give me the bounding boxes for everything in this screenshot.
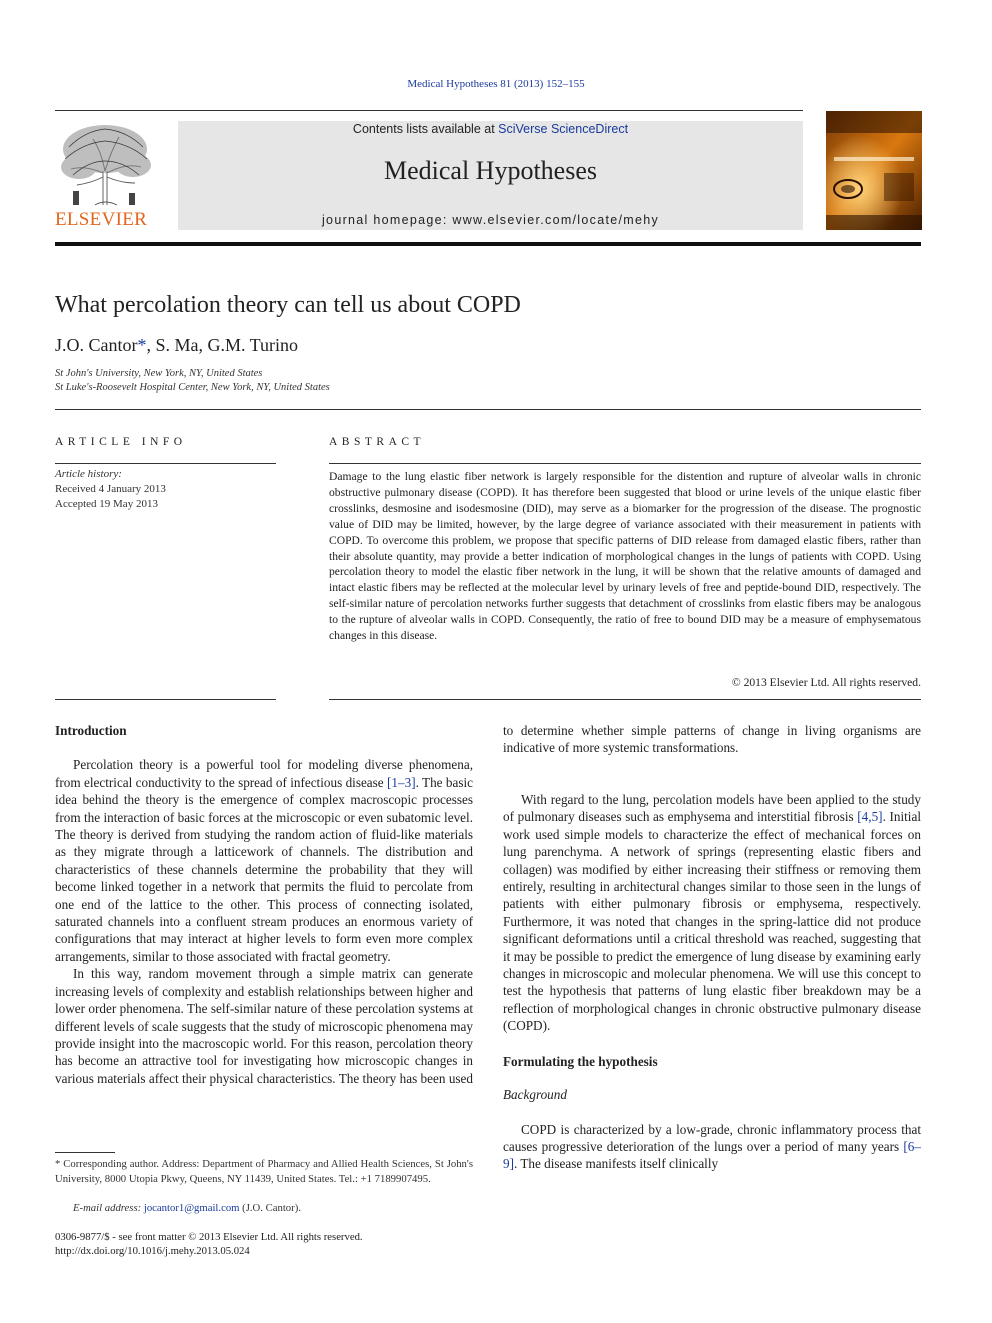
intro-paragraph-2-continued (503, 722, 921, 791)
ref-link-1-3[interactable]: [1–3] (387, 774, 416, 790)
header-thick-rule (55, 242, 921, 246)
journal-cover-image (826, 111, 922, 230)
issn-line: 0306-9877/$ - see front matter © 2013 Elsevier Ltd. All rights reserved. (55, 1231, 363, 1243)
corresponding-author-footnote: * Corresponding author. Address: Department of Pharmacy and Allied Health Sciences, St John's University, 8000 Utopia Pkwy, Queens, NY 11439, United States. Tel.: +1 7189907495. (55, 1158, 473, 1185)
doi-link[interactable]: http://dx.doi.org/10.1016/j.mehy.2013.05.024 (55, 1245, 250, 1257)
abstract-heading: ABSTRACT (329, 436, 426, 448)
sciencedirect-link[interactable]: SciVerse ScienceDirect (498, 122, 629, 136)
accepted-date: Accepted 19 May 2013 (55, 498, 158, 510)
hypothesis-heading: Formulating the hypothesis (503, 1053, 658, 1069)
affiliation-2: St Luke's-Roosevelt Hospital Center, New York, NY, United States (55, 382, 330, 393)
article-info-rule (55, 463, 276, 464)
elsevier-wordmark: ELSEVIER (55, 209, 148, 230)
intro-p1-text-b: . The basic idea behind the theory is the emergence of complex macroscopic processes from the interaction of basic forces at the microscopic or even subatomic level. The theory is derived from studying the random action of fluid-like materials as they migrate through a latticework of channels. The distribution and characteristics of these channels determine the probability that they will become linked together in a network that permits the fluid to percolate from one end of the lattice to the other. This process of connecting isolated, saturated channels into a confluent stream produces an enormous variety of configurations that may interact at higher levels to form even more complex arrangements, similar to those associated with fractal geometry. (55, 774, 473, 964)
background-p1-text-a: COPD is characterized by a low-grade, chronic inflammatory process that causes progressive deterioration of the lungs over a period of many years (503, 1121, 921, 1154)
intro-paragraph-3 (503, 791, 921, 1035)
intro-paragraph-1 (55, 756, 473, 965)
email-suffix: (J.O. Cantor). (239, 1202, 301, 1214)
intro-paragraph-2: In this way, random movement through a simple matrix can generate increasing levels of complexity and establish relationships between higher and lower order phenomena. The self-similar nature of these percolation systems at different levels of scale suggests that the study of microscopic phenomena may provide insight into the macroscopic world. For this reason, percolation theory has become an attractive tool for investigating how microscopic changes in various materials affect their physical characteristics. The theory has been used (55, 966, 473, 1086)
body-left-column (55, 722, 473, 1087)
article-history-label: Article history: (55, 468, 122, 480)
journal-homepage[interactable]: journal homepage: www.elsevier.com/locate/mehy (321, 213, 660, 227)
email-footnote (73, 1201, 473, 1216)
author-rest: , S. Ma, G.M. Turino (146, 335, 299, 355)
abstract-bottom-rule (329, 699, 921, 700)
footnote-separator (55, 1152, 115, 1153)
background-p1-text-b: . The disease manifests itself clinically (514, 1156, 719, 1172)
abstract-text: Damage to the lung elastic fiber network is largely responsible for the distention and rupture of alveolar walls in chronic obstructive pulmonary disease (COPD). It has therefore been suggested that blood or urine levels of the unique elastic fiber crosslinks, desmosine and isodesmosine (DID), may serve as a biomarker for the progression of the disease. The prognostic value of DID may be limited, however, by the large degree of variance associated with their measurement in patients with COPD. To overcome this problem, we propose that specific patterns of DID release from damaged elastic fibers, rather than their absolute quantity, may provide a better indication of morphological changes in the lungs of patients with COPD. Using percolation theory to model the elastic fiber network in the lung, it will be shown that the relative amounts of damaged and intact elastic fibers may be reflected at the molecular level by urinary levels of free and peptide-bound DID, respectively. The self-similar nature of percolation networks further suggests that detachment of crosslinks from elastic fibers may be analogous to the rupture of alveolar walls in COPD. Consequently, the ratio of free to bound DID may be a measure of emphysematous changes in this disease. (329, 470, 921, 643)
introduction-heading: Introduction (55, 723, 127, 738)
article-info-heading: ARTICLE INFO (55, 436, 187, 448)
article-info-bottom-rule (55, 699, 276, 700)
journal-name: Medical Hypotheses (383, 156, 597, 185)
intro-p1-text-a: Percolation theory is a powerful tool for modeling diverse phenomena, from electrical conductivity to the spread of infectious disease (55, 757, 473, 790)
ref-link-4-5[interactable]: [4,5] (857, 809, 883, 825)
abstract-rule (329, 463, 921, 464)
article-title: What percolation theory can tell us about COPD (55, 292, 521, 318)
journal-citation[interactable]: Medical Hypotheses 81 (2013) 152–155 (407, 78, 585, 90)
received-date: Received 4 January 2013 (55, 483, 166, 495)
intro-p3-text-a: With regard to the lung, percolation models have been applied to the study of pulmonary diseases such as emphysema and interstitial fibrosis (503, 792, 921, 825)
intro-p3-text-b: . Initial work used simple models to characterize the effect of mechanical forces on lung parenchyma. A network of springs (representing elastic fibers and collagen) was modified by either increasing their stiffness or removing them entirely, resulting in architectural changes similar to those seen in the lungs of patients with either pulmonary fibrosis or emphysema, respectively. Furthermore, it was noted that changes in the spring-lattice did not produce significant deformations until a critical threshold was reached, suggesting that it may be possible to predict the emergence of lung disease by examining early changes in microscopic and molecular phenomena. We will use this concept to test the hypothesis that patterns of lung elastic fiber breakdown may be a reflection of morphological changes in chronic obstructive pulmonary disease (COPD). (503, 809, 921, 1034)
background-subheading: Background (503, 1087, 567, 1103)
elsevier-tree-logo (55, 121, 155, 207)
author-list (55, 335, 298, 356)
contents-prefix: Contents lists available at (352, 122, 499, 136)
corresponding-author-mark[interactable]: * (137, 335, 147, 355)
author-first: J.O. Cantor (55, 335, 138, 355)
header-rule (55, 110, 803, 111)
ref-link-6-9[interactable]: [6–9] (503, 1138, 921, 1172)
intro-p2-continuation: to determine whether simple patterns of change in living organisms are indicative of more systemic transformations. (503, 722, 921, 756)
abstract-copyright: © 2013 Elsevier Ltd. All rights reserved. (731, 676, 921, 689)
background-paragraph-1 (503, 1121, 921, 1173)
email-label: E-mail address: (73, 1202, 144, 1214)
contents-line (178, 122, 803, 136)
body-right-column (503, 722, 921, 1173)
affiliation-1: St John's University, New York, NY, United States (55, 368, 263, 379)
email-link[interactable]: jocantor1@gmail.com (143, 1202, 240, 1214)
title-rule (55, 409, 921, 410)
